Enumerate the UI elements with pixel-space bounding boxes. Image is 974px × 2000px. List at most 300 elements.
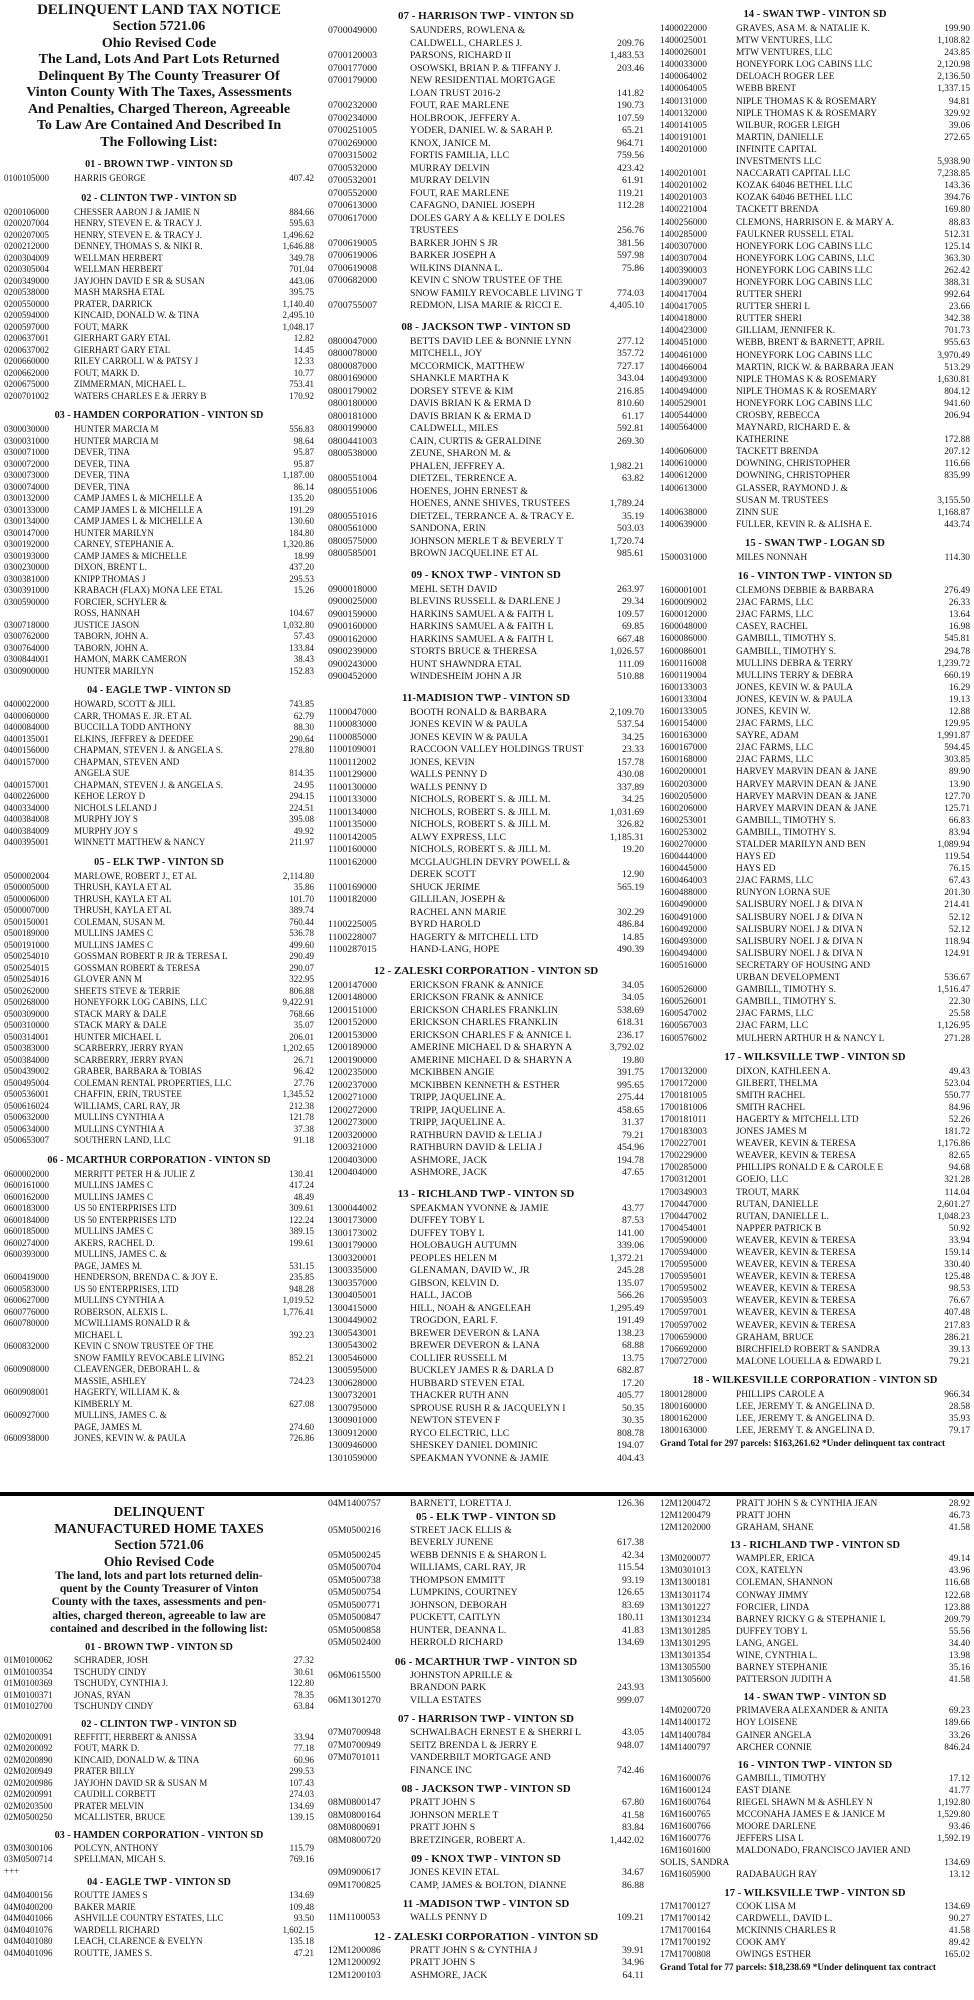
owner-name: PRATER MELVIN [74, 1800, 144, 1811]
owner-name: PRATER, DARRICK [74, 298, 153, 309]
parcel-row [328, 659, 644, 672]
parcel-id: 05M0500754 [328, 1587, 381, 1598]
parcel-row [328, 1525, 644, 1538]
parcel-id: 1100169000 [328, 881, 377, 893]
parcel-row [328, 744, 644, 757]
parcel-id: 1400033000 [660, 60, 707, 71]
amount-due: 274.03 [289, 1789, 314, 1800]
parcel-id: 1400544000 [660, 411, 707, 421]
parcel-row [660, 289, 970, 301]
parcel-row [328, 919, 644, 932]
parcel-row [660, 597, 970, 609]
amount-due: 88.30 [293, 722, 314, 732]
parcel-id: 1600086001 [660, 646, 707, 657]
amount-due: 389.74 [289, 905, 314, 915]
parcel-row [328, 1403, 644, 1416]
parcel-row [4, 1854, 314, 1866]
owner-name: MARTIN, DANIELLE [736, 132, 824, 143]
parcel-row [4, 1009, 314, 1021]
owner-name: NICHOLS, ROBERT S. & JILL M. [410, 819, 551, 830]
owner-name: CHAPMAN, STEVEN J. & ANGELA S. [74, 745, 224, 755]
parcel-row [328, 1428, 644, 1441]
parcel-id: 04M0401076 [4, 1924, 53, 1935]
amount-due: 41.83 [621, 1624, 644, 1636]
parcel-row [660, 621, 970, 633]
owner-name: SANDONA, ERIN [410, 523, 486, 534]
owner-name: YODER, DANIEL W. & SARAH P. [410, 125, 553, 136]
owner-name: CONWAY JIMMY [736, 1590, 809, 1601]
parcel-id: 1200151000 [328, 1004, 377, 1016]
section-header: 09 - KNOX TWP - VINTON SD [411, 1853, 561, 1865]
parcel-row [660, 120, 970, 132]
parcel-row [4, 997, 314, 1009]
parcel-id: 1600270000 [660, 840, 707, 850]
owner-name: 2JAC FARMS, LLC [736, 610, 814, 621]
section-header: 12 - ZALESKI CORPORATION - VINTON SD [373, 1930, 599, 1943]
section-header: 02 - CLINTON TWP - VINTON SD [81, 192, 237, 204]
owner-name: LUMPKINS, COURTNEY [410, 1587, 518, 1598]
owner-name: ASHVILLE COUNTRY ESTATES, LLC [74, 1913, 224, 1924]
owner-name: SALISBURY NOEL J & DIVA N [736, 924, 864, 935]
parcel-id: 1700285000 [660, 1163, 707, 1174]
owner-name: JONES KEVIN W & PAULA [410, 731, 528, 743]
amount-due: 275.44 [617, 1092, 644, 1103]
parcel-row [328, 411, 644, 424]
parcel-row [4, 1890, 314, 1902]
owner-name: RUTTER SHERI [736, 290, 802, 301]
owner-name: SMITH RACHEL [736, 1090, 806, 1101]
owner-name: BARKER JOHN S JR [410, 237, 498, 249]
parcel-row [660, 71, 970, 83]
parcel-id: 02M0200091 [4, 1731, 53, 1742]
parcel-row [4, 299, 314, 311]
amount-due: 391.75 [617, 1067, 644, 1078]
amount-due: 93.50 [293, 1913, 314, 1924]
parcel-id: 1400639000 [660, 519, 707, 530]
owner-name: HUNT SHAWNDRA ETAL [410, 658, 522, 670]
parcel-row [328, 819, 644, 832]
owner-name: COOK AMY [736, 1937, 787, 1948]
parcel-row [4, 459, 314, 471]
amount-due: 41.58 [948, 1523, 970, 1534]
owner-name: SHUCK JERIME [410, 881, 480, 893]
parcel-id: 0500383000 [4, 1043, 49, 1053]
parcel-row [328, 634, 644, 647]
parcel-id: 05M0500858 [328, 1624, 381, 1636]
parcel-id: 0300900000 [4, 665, 49, 676]
parcel-id: 1700659000 [660, 1332, 707, 1343]
parcel-row [660, 1510, 970, 1522]
parcel-id: 1100112002 [328, 756, 377, 768]
parcel-id: 04M0400156 [4, 1890, 53, 1901]
amount-due: 1,187.00 [282, 470, 314, 480]
parcel-id: 0200597000 [4, 321, 49, 332]
amount-due: 2,601.27 [937, 1199, 970, 1210]
parcel-row [328, 1415, 644, 1428]
parcel-row [4, 837, 314, 849]
owner-name: KEHOE LEROY D [74, 791, 146, 801]
parcel-id: 1400064005 [660, 84, 707, 95]
owner-name: THRUSH, KAYLA ET AL [74, 905, 172, 915]
owner-name: DOWNING, CHRISTOPHER [736, 459, 851, 470]
amount-due: 852.21 [289, 1352, 314, 1363]
amount-due: 565.19 [617, 881, 644, 893]
parcel-row [4, 1364, 314, 1376]
parcel-row [328, 1562, 644, 1575]
parcel-id: 04M0401066 [4, 1913, 53, 1924]
amount-due: 597.98 [617, 250, 644, 261]
owner-name: JONES, KEVIN W. & PAULA [736, 694, 853, 705]
owner-name: STALDER MARILYN AND BEN [736, 840, 866, 850]
parcel-row [660, 682, 970, 694]
owner-name: NIPLE THOMAS K & ROSEMARY [736, 374, 877, 385]
parcel-row [328, 1265, 644, 1278]
amount-due: 1,019.52 [282, 1295, 314, 1305]
parcel-row [4, 1124, 314, 1136]
parcel-row [660, 1295, 970, 1307]
parcel-row [328, 1912, 644, 1925]
parcel-row [328, 1378, 644, 1391]
parcel-id: 0800561000 [328, 523, 377, 534]
parcel-row [4, 1410, 314, 1422]
owner-name: WILLIAMS, CARL RAY, JR [74, 1100, 181, 1111]
owner-name: WEBB DENNIS E & SHARON L [410, 1549, 547, 1561]
parcel-row [328, 1117, 644, 1130]
parcel-row [328, 1637, 644, 1650]
parcel-id: 0500309000 [4, 1008, 49, 1019]
owner-name: GRAHAM, SHANE [736, 1523, 814, 1534]
parcel-row [4, 1690, 314, 1702]
parcel-id: 16M1600076 [660, 1773, 711, 1784]
amount-due: 89.90 [948, 767, 970, 778]
parcel-row [328, 794, 644, 807]
amount-due: 52.26 [948, 1114, 970, 1125]
parcel-row [328, 300, 644, 313]
amount-due: 743.85 [289, 699, 314, 709]
parcel-id: 0600002000 [4, 1168, 49, 1179]
owner-name: VILLA ESTATES [410, 1694, 482, 1706]
owner-name: SALISBURY NOEL J & DIVA N [736, 936, 864, 947]
owner-name: TRIPP, JAQUELINE A. [410, 1104, 506, 1116]
parcel-id: 1600526001 [660, 997, 707, 1008]
notice-header-line: Vinton County With The Taxes, Assessments [26, 85, 292, 100]
owner-name: MULLINS JAMES C [74, 1180, 154, 1190]
amount-due: 1,295.49 [609, 1302, 644, 1314]
parcel-id: 0500384000 [4, 1054, 49, 1065]
amount-due: 437.20 [289, 562, 314, 572]
parcel-row [328, 894, 644, 907]
parcel-id: 08M0800147 [328, 1797, 381, 1808]
parcel-row [328, 498, 644, 511]
parcel-id: 0600938000 [4, 1433, 49, 1443]
amount-due: 2,136.50 [937, 72, 970, 83]
owner-name: RATHBURN DAVID & LELIA J [410, 1129, 543, 1141]
owner-name: ROUTTE, JAMES S. [74, 1947, 153, 1958]
parcel-row [328, 646, 644, 659]
amount-due: 83.94 [948, 827, 970, 838]
amount-due: 34.25 [621, 794, 644, 805]
owner-name: DUFFEY TOBY L [410, 1215, 485, 1226]
owner-name: GAINER ANGELA [736, 1730, 812, 1741]
parcel-id: 1600491000 [660, 912, 707, 923]
amount-due: 17.12 [948, 1773, 970, 1784]
amount-due: 206.94 [944, 411, 970, 421]
amount-due: 454.96 [617, 1142, 644, 1153]
parcel-id: 1301059000 [328, 1452, 377, 1464]
amount-due: 423.42 [617, 162, 644, 174]
parcel-id: 1400417005 [660, 302, 707, 313]
parcel-row [660, 1259, 970, 1271]
parcel-id: 0700232000 [328, 100, 377, 111]
amount-due: 302.29 [617, 906, 644, 918]
owner-name: HONEYFORK LOG CABINS LLC [736, 60, 873, 71]
amount-due: 30.61 [293, 1666, 314, 1677]
section-header: 14 - SWAN TWP - VINTON SD [743, 1692, 887, 1704]
parcel-id: 14M1400784 [660, 1730, 711, 1741]
parcel-row [328, 992, 644, 1005]
parcel-row [4, 1203, 314, 1215]
parcel-id: 0200349000 [4, 275, 49, 286]
parcel-row [660, 875, 970, 887]
parcel-id: 0800078000 [328, 348, 377, 359]
parcel-id: 0700617000 [328, 212, 377, 224]
parcel-row [660, 1138, 970, 1150]
owner-name: RUTAN, DANIELLE [736, 1199, 819, 1210]
section-header: 03 - HAMDEN CORPORATION - VINTON SD [54, 1829, 264, 1841]
parcel-row [660, 1913, 970, 1925]
parcel-id: 0900243000 [328, 658, 377, 670]
amount-due: 846.24 [944, 1742, 970, 1753]
parcel-row [328, 361, 644, 374]
amount-due: 1,202.65 [282, 1043, 314, 1053]
owner-name: ZEUNE, SHARON M. & [410, 448, 511, 459]
owner-name: HARVEY MARVIN DEAN & JANE [736, 767, 877, 778]
amount-due: 430.08 [617, 769, 644, 780]
notice-header [4, 2, 314, 151]
parcel-id: 0300381000 [4, 573, 49, 584]
amount-due: 329.92 [944, 108, 970, 119]
parcel-id: 1700132000 [660, 1066, 707, 1077]
parcel-row [4, 1112, 314, 1124]
parcel-id: 0800575000 [328, 535, 377, 547]
owner-name: SMITH RACHEL [736, 1102, 806, 1113]
parcel-id: 0700532000 [328, 162, 377, 174]
owner-name: TRUSTEES [410, 225, 459, 236]
parcel-id: 13M1300181 [660, 1578, 711, 1589]
parcel-row [328, 1810, 644, 1823]
amount-due: 41.58 [948, 1925, 970, 1936]
parcel-id: 13M1301285 [660, 1626, 711, 1637]
parcel-row [660, 1674, 970, 1686]
parcel-row [328, 200, 644, 213]
parcel-row [660, 1413, 970, 1425]
owner-name: HARKINS SAMUEL A & FAITH L [410, 608, 554, 620]
parcel-id: 1700227001 [660, 1139, 707, 1150]
parcel-row [4, 1330, 314, 1342]
owner-name: SAUNDERS, ROWLENA & [410, 25, 526, 36]
parcel-row [328, 1752, 644, 1765]
parcel-row [660, 1602, 970, 1614]
amount-due: 134.69 [289, 1800, 314, 1811]
owner-name: GLOVER ANN M [74, 974, 143, 984]
parcel-row [660, 1187, 970, 1199]
parcel-row [328, 1080, 644, 1093]
parcel-id: 0800551016 [328, 510, 377, 522]
section-header: 04 - EAGLE TWP - VINTON SD [87, 1877, 231, 1889]
amount-due: 206.01 [289, 1031, 314, 1042]
parcel-row [328, 138, 644, 151]
parcel-row [660, 899, 970, 911]
parcel-row [328, 1797, 644, 1810]
parcel-row [660, 325, 970, 337]
owner-name: PAGE, JAMES M. [74, 1421, 143, 1432]
owner-name: PAGE, JAMES M. [74, 1260, 143, 1271]
parcel-row [328, 980, 644, 993]
parcel-id: 07M0700948 [328, 1727, 381, 1738]
amount-due: 1,602.15 [282, 1924, 314, 1935]
amount-due: 277.12 [617, 335, 644, 347]
parcel-row [328, 523, 644, 536]
parcel-id: 0700552000 [328, 187, 377, 199]
amount-due: 1,108.82 [937, 36, 970, 47]
owner-name: MASSIE, ASHLEY [74, 1375, 147, 1386]
amount-due: 121.78 [289, 1112, 314, 1122]
owner-name: MASH MARSHA ETAL [74, 287, 165, 297]
parcel-row [328, 25, 644, 38]
parcel-id: 0400226000 [4, 791, 49, 801]
parcel-row [4, 1376, 314, 1388]
parcel-row [660, 1845, 970, 1857]
owner-name: KOZAK 64046 BETHEL LLC [736, 181, 853, 192]
owner-name: REDMON, LISA MARIE & RICCI E. [410, 300, 563, 311]
parcel-id: 1100162000 [328, 856, 377, 868]
amount-due: 286.21 [944, 1332, 970, 1343]
amount-due: 170.92 [289, 390, 314, 401]
parcel-row [328, 288, 644, 301]
owner-name: TSCHUDY CINDY [74, 1666, 147, 1677]
section-header: 06 - MCARTHUR TWP - VINTON SD [394, 1655, 578, 1668]
parcel-id: 1400606000 [660, 447, 707, 458]
parcel-id: 0600274000 [4, 1237, 49, 1248]
amount-due: 753.41 [289, 379, 314, 389]
owner-name: JOHNSON MERLE T & BEVERLY T [410, 535, 563, 547]
amount-due: 742.46 [617, 1764, 644, 1776]
parcel-id: 1600445000 [660, 864, 707, 875]
amount-due: 271.28 [944, 1033, 970, 1044]
amount-due: 537.54 [617, 719, 644, 730]
amount-due: 274.60 [289, 1421, 314, 1432]
parcel-row [4, 1778, 314, 1790]
owner-name: NIPLE THOMAS K & ROSEMARY [736, 108, 877, 119]
owner-name: ANGELA SUE [74, 768, 130, 778]
owner-name: SPROUSE RUSH R & JACQUELYN I [410, 1402, 566, 1414]
owner-name: SEITZ BRENDA L & JERRY E [410, 1739, 537, 1751]
parcel-row [660, 1590, 970, 1602]
parcel-id: 0500314001 [4, 1031, 49, 1042]
parcel-id: 0800199000 [328, 423, 377, 434]
section-header: 07 - HARRISON TWP - VINTON SD [397, 10, 575, 22]
mh-notice-paragraph-line: The land, lots and part lots returned delin- [55, 1570, 263, 1582]
parcel-row [328, 719, 644, 732]
amount-due: 363.30 [944, 253, 970, 264]
owner-name: HOENES, JOHN ERNEST & [410, 485, 528, 497]
parcel-id: 0900018000 [328, 583, 377, 595]
owner-name: FOUT, RAE MARLENE [410, 187, 510, 199]
owner-name: CHAPMAN, STEVEN J. & ANGELA S. [74, 779, 224, 790]
owner-name: ROSS, HANNAH [74, 608, 141, 618]
parcel-row [660, 1078, 970, 1090]
parcel-id: 02M0200890 [4, 1754, 53, 1765]
parcel-id: 0700755007 [328, 300, 377, 311]
parcel-id: 1400494000 [660, 386, 707, 397]
parcel-row [4, 585, 314, 597]
parcel-row [4, 230, 314, 242]
amount-due: 556.83 [289, 424, 314, 434]
amount-due: 1,048.17 [282, 321, 314, 332]
parcel-id: 0800551004 [328, 473, 377, 484]
parcel-id: 1200237000 [328, 1079, 377, 1091]
parcel-row [328, 1612, 644, 1625]
parcel-id: 1700597002 [660, 1320, 707, 1331]
parcel-id: 0300073000 [4, 470, 49, 480]
parcel-id: 0500310000 [4, 1020, 49, 1030]
owner-name: DAVIS BRIAN K & ERMA D [410, 398, 531, 409]
parcel-id: 0300147000 [4, 527, 49, 538]
owner-name: SPEAKMAN YVONNE & JAMIE [410, 1202, 549, 1214]
amount-due: 94.81 [948, 96, 970, 107]
amount-due: 538.69 [617, 1004, 644, 1016]
parcel-row [4, 780, 314, 792]
amount-due: 199.61 [289, 1237, 314, 1248]
owner-name: GRABER, BARBARA & TOBIAS [74, 1066, 202, 1076]
owner-name: CAMP JAMES L & MICHELLE A [74, 493, 203, 503]
amount-due: 34.05 [621, 992, 644, 1003]
parcel-row [328, 584, 644, 597]
parcel-id: 1300543002 [328, 1340, 377, 1351]
owner-name: COOK LISA M [736, 1901, 796, 1912]
parcel-row [660, 1320, 970, 1332]
parcel-id: 1400638000 [660, 507, 707, 518]
amount-due: 12.88 [948, 706, 970, 717]
amount-due: 486.84 [617, 919, 644, 930]
owner-name: MERRITT PETER H & JULIE Z [74, 1168, 196, 1179]
amount-due: 50.92 [948, 1223, 970, 1234]
amount-due: 43.05 [621, 1727, 644, 1738]
parcel-row [660, 924, 970, 936]
owner-name: BRANDON PARK [410, 1682, 487, 1693]
parcel-row [328, 844, 644, 857]
owner-name: BIRCHFIELD ROBERT & SANDRA [736, 1344, 881, 1355]
amount-due: 29.34 [621, 596, 644, 607]
parcel-row [4, 1284, 314, 1296]
amount-due: 339.06 [617, 1240, 644, 1251]
owner-name: SHESKEY DANIEL DOMINIC [410, 1440, 538, 1451]
owner-name: BYRD HAROLD [410, 919, 481, 930]
parcel-id: 1200153000 [328, 1029, 377, 1041]
parcel-row [4, 974, 314, 986]
owner-name: MILES NONNAH [736, 552, 808, 563]
parcel-id: 1700312001 [660, 1175, 707, 1186]
parcel-id: 1400417004 [660, 290, 707, 301]
parcel-id: 01M0102700 [4, 1701, 53, 1712]
parcel-row [328, 671, 644, 684]
amount-due: 276.49 [944, 586, 970, 597]
amount-due: 774.03 [617, 287, 644, 299]
amount-due: 966.34 [944, 1389, 970, 1400]
parcel-id: 1600133003 [660, 682, 707, 693]
amount-due: 1,089.94 [937, 840, 970, 850]
parcel-row [660, 398, 970, 410]
